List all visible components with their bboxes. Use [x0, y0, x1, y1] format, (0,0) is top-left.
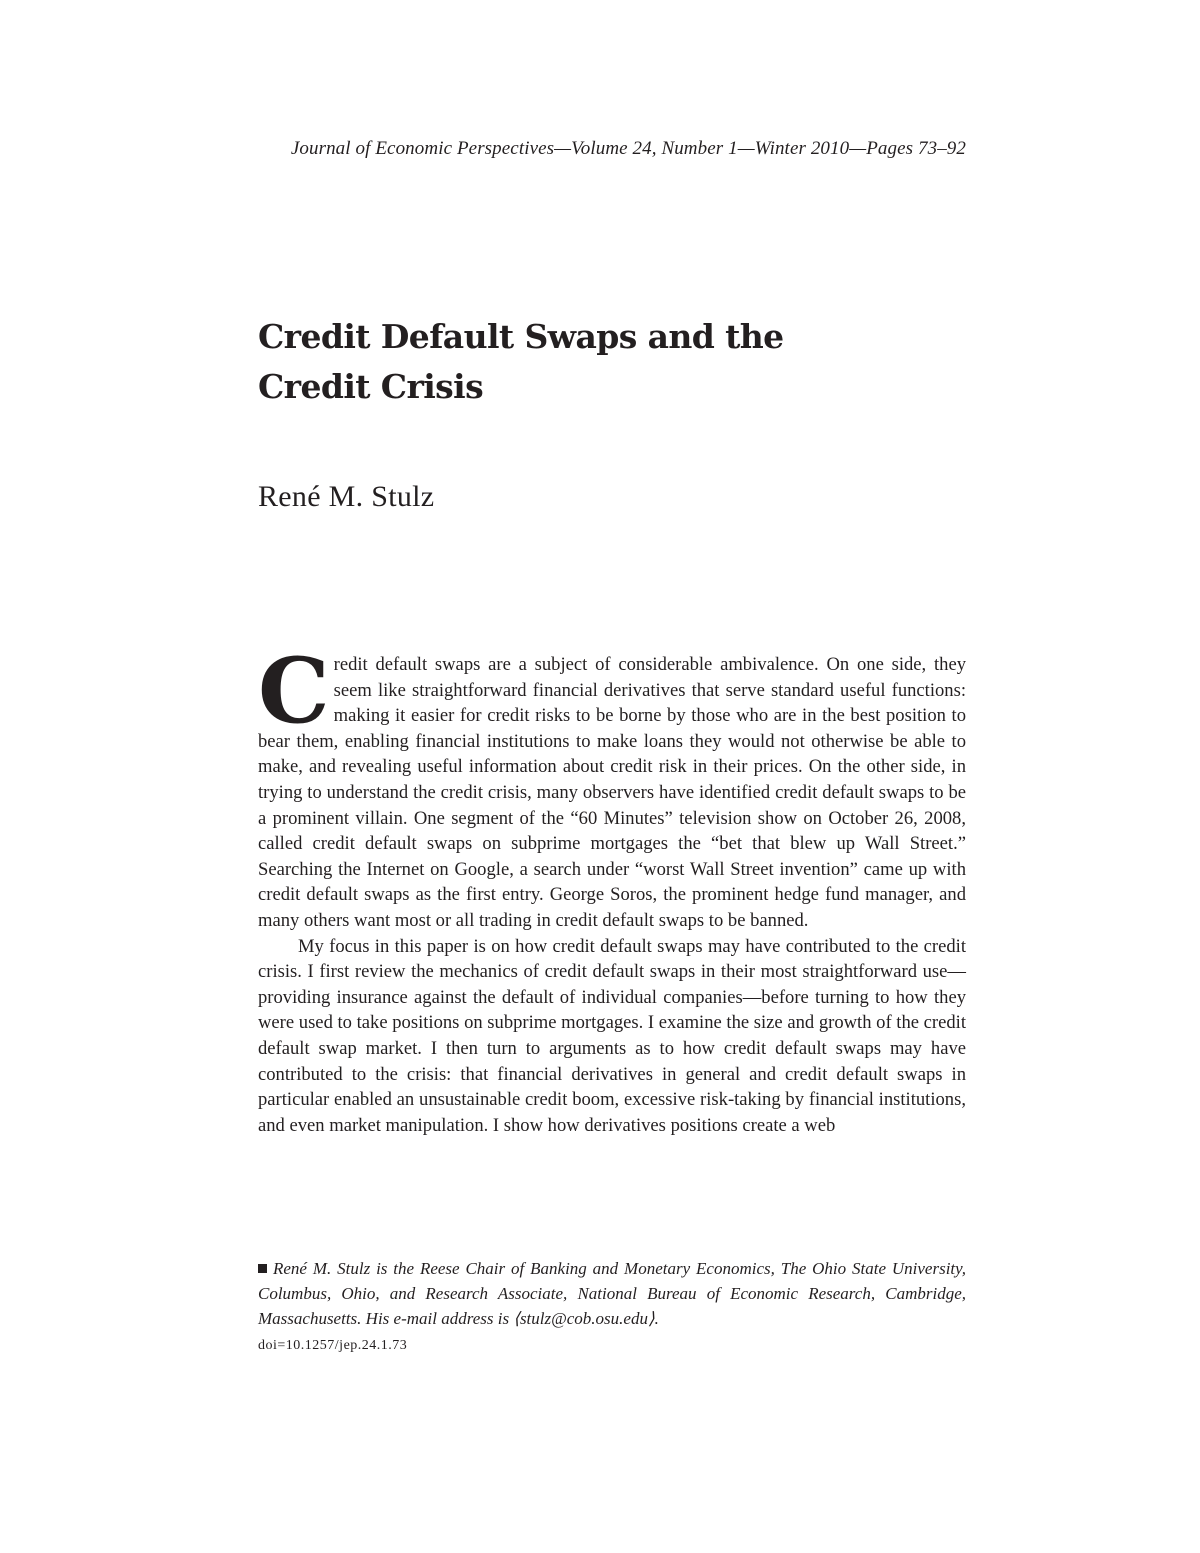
- article-title-line-1: Credit Default Swaps and the: [258, 317, 784, 356]
- square-bullet-icon: [258, 1264, 267, 1273]
- article-title-line-2: Credit Crisis: [258, 367, 484, 406]
- article-title: [258, 312, 966, 412]
- doi-line: doi=10.1257/jep.24.1.73: [258, 1338, 408, 1353]
- running-head: Journal of Economic Perspectives—Volume 24, Number 1—Winter 2010—Pages 73–92: [290, 138, 966, 159]
- body-paragraph-1: [258, 638, 966, 934]
- author-name: René M. Stulz: [258, 480, 435, 513]
- author-footnote: [258, 1256, 966, 1331]
- author-footnote-text: René M. Stulz is the Reese Chair of Banking and Monetary Economics, The Ohio State University, Columbus, Ohio, and Research Associate, National Bureau of Economic Research, Cambridge, Massachusetts. His e-mail address is ⟨stulz@cob.osu.edu⟩.: [258, 1259, 966, 1328]
- drop-cap: C: [258, 638, 330, 744]
- article-body: [258, 638, 966, 1138]
- body-paragraph-1-text: redit default swaps are a subject of considerable ambivalence. On one side, they seem like straightforward financial derivatives that serve standard useful functions: making it easier for credit risks to be borne by those who are in the best position to bear them, enabling financial institutions to make loans they would not otherwise be able to make, and revealing useful information about credit risk in their prices. On the other side, in trying to understand the credit crisis, many observers have identified credit default swaps to be a prominent villain. One segment of the “60 Minutes” television show on October 26, 2008, called credit default swaps on subprime mortgages the “bet that blew up Wall Street.” Searching the Internet on Google, a search under “worst Wall Street invention” came up with credit default swaps as the first entry. George Soros, the prominent hedge fund manager, and many others want most or all trading in credit default swaps to be banned.: [258, 654, 966, 931]
- body-paragraph-2: My focus in this paper is on how credit default swaps may have contributed to the credit crisis. I first review the mechanics of credit default swaps in their most straightforward use—providing insurance against the default of individual companies—before turning to how they were used to take positions on subprime mortgages. I examine the size and growth of the credit default swap market. I then turn to arguments as to how credit default swaps may have contributed to the crisis: that financial derivatives in general and credit default swaps in particular enabled an unsustainable credit boom, excessive risk-taking by financial institutions, and even market manipulation. I show how derivatives positions create a web: [258, 935, 966, 1136]
